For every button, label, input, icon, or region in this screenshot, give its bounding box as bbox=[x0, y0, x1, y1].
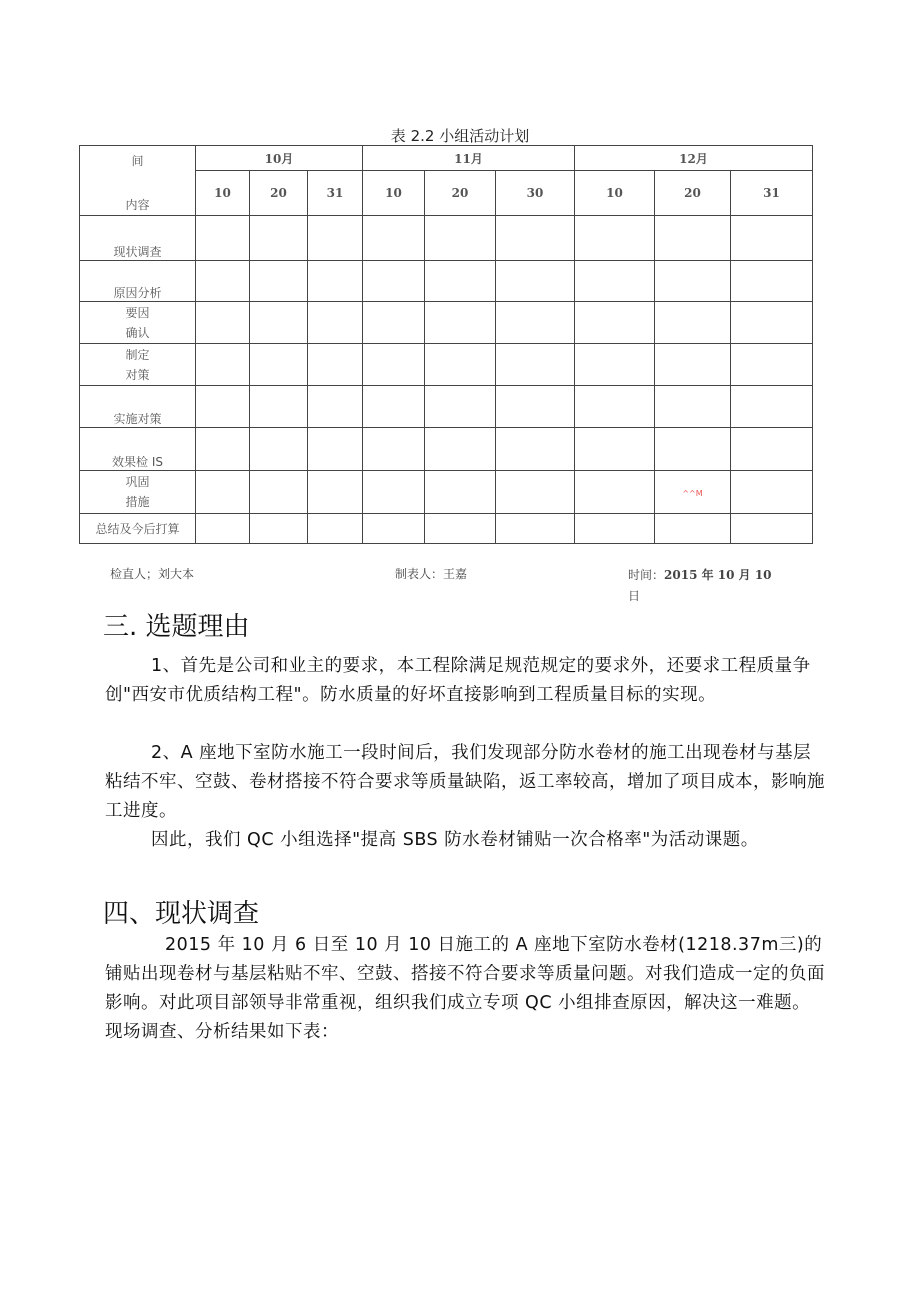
schedule-cell bbox=[196, 302, 250, 344]
schedule-cell bbox=[363, 386, 425, 428]
schedule-cell bbox=[655, 261, 731, 302]
schedule-cell bbox=[363, 471, 425, 514]
schedule-cell bbox=[655, 216, 731, 261]
schedule-cell bbox=[425, 261, 496, 302]
corner-top: 间 bbox=[131, 154, 144, 168]
schedule-cell bbox=[308, 344, 363, 386]
section3-paragraph-3: 因此，我们 QC 小组选择"提高 SBS 防水卷材铺贴一次合格率"为活动课题。 bbox=[151, 830, 759, 850]
schedule-cell bbox=[196, 471, 250, 514]
schedule-cell bbox=[250, 514, 308, 544]
table-row bbox=[80, 471, 813, 514]
day-header: 20 bbox=[425, 171, 496, 216]
schedule-cell bbox=[196, 514, 250, 544]
schedule-cell bbox=[575, 344, 655, 386]
schedule-cell bbox=[308, 471, 363, 514]
day-header: 30 bbox=[496, 171, 575, 216]
schedule-cell bbox=[250, 344, 308, 386]
section4-paragraph-1: 2015 年 10 月 6 日至 10 月 10 日施工的 A 座地下室防水卷材(1218.37m三)的铺贴出现卷材与基层粘贴不牢、空鼓、搭接不符合要求等质量问题。对我们造成一定的负面影响。对此项目部领导非常重视，组织我们成立专项 QC 小组排查原因，解决这一难题。现场调查、分析结果如下表： bbox=[105, 935, 825, 1042]
schedule-cell bbox=[308, 514, 363, 544]
schedule-cell bbox=[363, 302, 425, 344]
date-signature bbox=[628, 565, 772, 607]
schedule-cell bbox=[731, 302, 813, 344]
month-header: 11月 bbox=[363, 146, 575, 171]
time-label: 时间： bbox=[628, 568, 665, 582]
day-header: 20 bbox=[250, 171, 308, 216]
day-header: 10 bbox=[575, 171, 655, 216]
row-label: 原因分析 bbox=[80, 261, 196, 302]
activity-plan-table bbox=[79, 145, 813, 544]
day-header: 10 bbox=[363, 171, 425, 216]
schedule-cell bbox=[575, 261, 655, 302]
schedule-cell bbox=[425, 344, 496, 386]
schedule-cell bbox=[731, 471, 813, 514]
row-label-line: 确认 bbox=[125, 325, 150, 340]
schedule-cell bbox=[575, 471, 655, 514]
schedule-cell bbox=[575, 428, 655, 471]
row-label bbox=[80, 302, 196, 344]
month-header: 12月 bbox=[575, 146, 813, 171]
schedule-cell bbox=[655, 514, 731, 544]
schedule-cell bbox=[655, 471, 731, 514]
schedule-cell bbox=[731, 216, 813, 261]
schedule-cell bbox=[496, 216, 575, 261]
table-row bbox=[80, 344, 813, 386]
schedule-cell bbox=[308, 216, 363, 261]
table-row bbox=[80, 261, 813, 302]
table-row bbox=[80, 302, 813, 344]
schedule-cell bbox=[496, 261, 575, 302]
schedule-cell bbox=[655, 386, 731, 428]
schedule-cell bbox=[308, 302, 363, 344]
schedule-cell bbox=[496, 302, 575, 344]
schedule-cell bbox=[496, 386, 575, 428]
row-label-line: 要因 bbox=[125, 305, 150, 320]
day-header: 31 bbox=[731, 171, 813, 216]
schedule-cell bbox=[655, 302, 731, 344]
row-label bbox=[80, 471, 196, 514]
schedule-cell bbox=[308, 386, 363, 428]
table-caption: 表 2.2 小组活动计划 bbox=[390, 127, 530, 145]
row-label-line: 措施 bbox=[125, 495, 150, 509]
checker-signature: 检直人；刘大本 bbox=[110, 567, 195, 581]
schedule-cell bbox=[250, 302, 308, 344]
section3-paragraph-1: 1、首先是公司和业主的要求，本工程除满足规范规定的要求外，还要求工程质量争创"西安市优质结构工程"。防水质量的好坏直接影响到工程质量目标的实现。 bbox=[105, 656, 811, 705]
schedule-cell bbox=[196, 428, 250, 471]
schedule-cell bbox=[496, 514, 575, 544]
table-row bbox=[80, 428, 813, 471]
schedule-cell bbox=[575, 216, 655, 261]
day-header: 31 bbox=[308, 171, 363, 216]
schedule-cell bbox=[363, 344, 425, 386]
section3-heading: 三. 选题理由 bbox=[103, 612, 250, 642]
row-label: 总结及今后打算 bbox=[80, 514, 196, 544]
schedule-cell bbox=[575, 302, 655, 344]
schedule-cell bbox=[425, 302, 496, 344]
schedule-cell bbox=[496, 428, 575, 471]
row-label: 实施对策 bbox=[80, 386, 196, 428]
stray-mark: ^^M bbox=[682, 489, 703, 498]
time-value: 2015 年 10 月 10 bbox=[664, 568, 772, 582]
table-row bbox=[80, 514, 813, 544]
schedule-cell bbox=[731, 386, 813, 428]
schedule-cell bbox=[250, 428, 308, 471]
row-label bbox=[80, 344, 196, 386]
schedule-cell bbox=[731, 344, 813, 386]
table-row bbox=[80, 216, 813, 261]
schedule-cell bbox=[196, 216, 250, 261]
row-label-line: 巩固 bbox=[125, 475, 150, 489]
schedule-cell bbox=[363, 514, 425, 544]
schedule-cell bbox=[196, 344, 250, 386]
schedule-cell bbox=[655, 344, 731, 386]
schedule-cell bbox=[496, 344, 575, 386]
schedule-cell bbox=[308, 261, 363, 302]
schedule-cell bbox=[196, 386, 250, 428]
schedule-cell bbox=[655, 428, 731, 471]
month-header: 10月 bbox=[196, 146, 363, 171]
schedule-cell bbox=[425, 514, 496, 544]
schedule-cell bbox=[496, 471, 575, 514]
row-label: 现状调查 bbox=[80, 216, 196, 261]
row-label: 效果检 IS bbox=[80, 428, 196, 471]
table-row bbox=[80, 386, 813, 428]
schedule-cell bbox=[250, 471, 308, 514]
schedule-cell bbox=[250, 386, 308, 428]
schedule-cell bbox=[363, 428, 425, 471]
time-day: 日 bbox=[628, 589, 641, 603]
schedule-cell bbox=[425, 386, 496, 428]
schedule-cell bbox=[425, 471, 496, 514]
schedule-cell bbox=[731, 261, 813, 302]
corner-bottom: 内容 bbox=[125, 198, 150, 212]
schedule-cell bbox=[196, 261, 250, 302]
row-label-line: 制定 bbox=[125, 347, 150, 362]
corner-header bbox=[80, 146, 196, 216]
schedule-cell bbox=[363, 216, 425, 261]
row-label-line: 对策 bbox=[125, 367, 150, 382]
schedule-cell bbox=[731, 514, 813, 544]
schedule-cell bbox=[425, 216, 496, 261]
schedule-cell bbox=[731, 428, 813, 471]
day-header: 10 bbox=[196, 171, 250, 216]
schedule-cell bbox=[575, 514, 655, 544]
section4-heading: 四、现状调查 bbox=[103, 899, 260, 929]
schedule-cell bbox=[250, 216, 308, 261]
schedule-cell bbox=[363, 261, 425, 302]
schedule-cell bbox=[308, 428, 363, 471]
schedule-cell bbox=[250, 261, 308, 302]
maker-signature: 制表人：王嘉 bbox=[395, 567, 468, 581]
day-header: 20 bbox=[655, 171, 731, 216]
schedule-cell bbox=[425, 428, 496, 471]
section3-paragraph-2: 2、A 座地下室防水施工一段时间后，我们发现部分防水卷材的施工出现卷材与基层粘结不牢、空鼓、卷材搭接不符合要求等质量缺陷，返工率较高，增加了项目成本，影响施工进度。 bbox=[105, 743, 825, 821]
schedule-cell bbox=[575, 386, 655, 428]
